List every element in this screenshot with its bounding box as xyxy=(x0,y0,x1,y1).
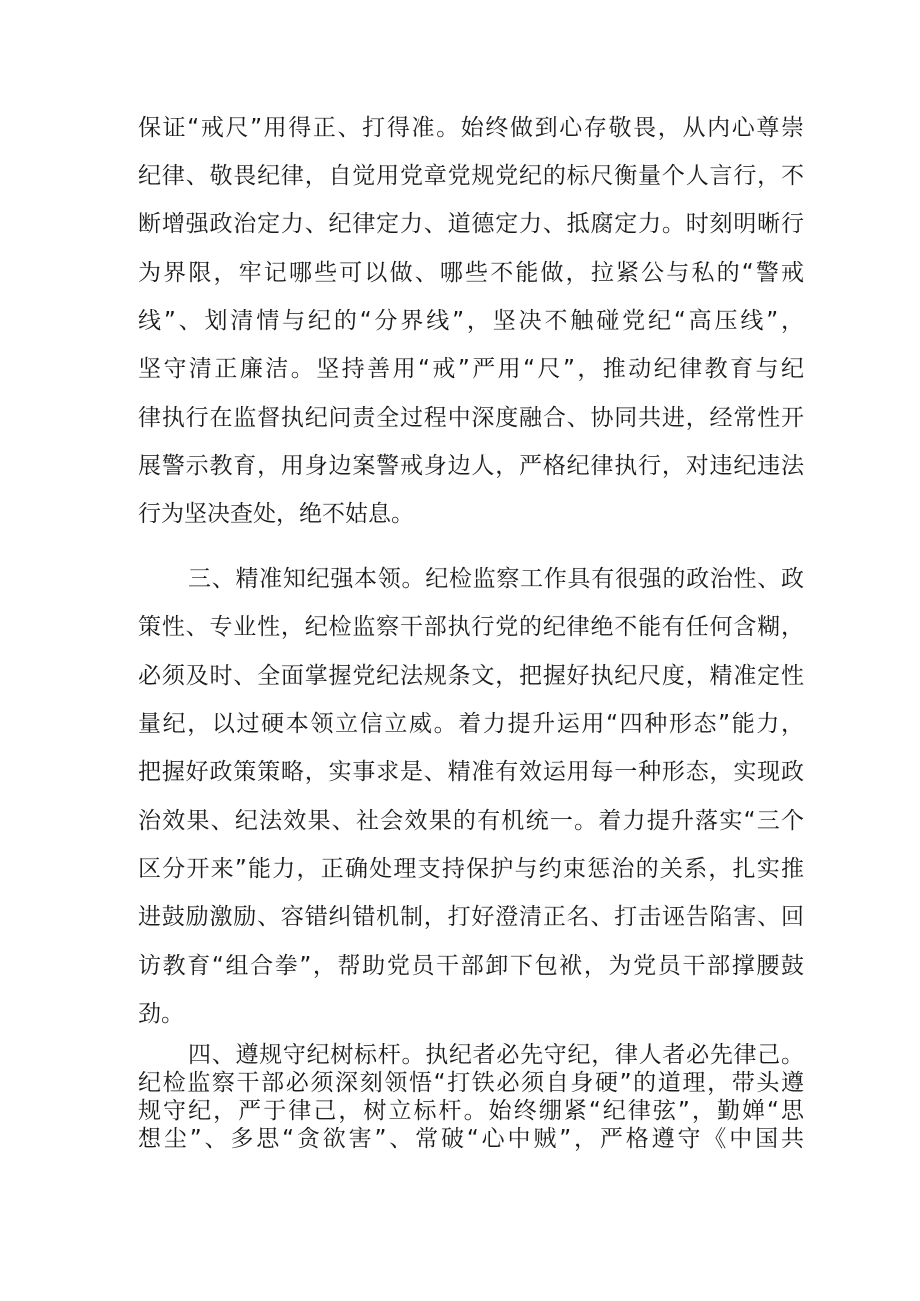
text-line: 进鼓励激励、容错纠错机制，打好澄清正名、打击诬告陷害、回 xyxy=(138,904,804,930)
text-line: 纪律、敬畏纪律，自觉用党章党规党纪的标尺衡量个人言行，不 xyxy=(138,163,804,189)
text-line: 行为坚决查处，绝不姑息。 xyxy=(138,501,414,527)
text-line: 量纪，以过硬本领立信立威。着力提升运用“四种形态”能力， xyxy=(138,711,804,737)
text-line: 保证“戒尺”用得正、打得准。始终做到心存敬畏，从内心尊崇 xyxy=(138,115,804,141)
text-line: 坚守清正廉洁。坚持善用“戒”严用“尺”，推动纪律教育与纪 xyxy=(138,356,804,382)
text-line: 劲。 xyxy=(138,1001,184,1027)
text-line: 把握好政策策略，实事求是、精准有效运用每一种形态，实现政 xyxy=(138,759,804,785)
text-line: 为界限，牢记哪些可以做、哪些不能做，拉紧公与私的“警戒 xyxy=(138,260,804,286)
text-line: 纪检监察干部必须深刻领悟“打铁必须自身硬”的道理，带头遵 xyxy=(138,1070,804,1096)
section-heading-line: 三、精准知纪强本领。纪检监察工作具有很强的政治性、政 xyxy=(188,566,804,592)
text-line: 规守纪，严于律己，树立标杆。始终绷紧“纪律弦”，勤婵“思 xyxy=(138,1098,804,1124)
text-line: 策性、专业性，纪检监察干部执行党的纪律绝不能有任何含糊， xyxy=(138,614,804,640)
text-line: 访教育“组合拳”，帮助党员干部卸下包袱，为党员干部撑腰鼓 xyxy=(138,953,804,979)
text-line: 必须及时、全面掌握党纪法规条文，把握好执纪尺度，精准定性 xyxy=(138,663,804,689)
text-line: 想尘”、多思“贪欲害”、常破“心中贼”，严格遵守《中国共 xyxy=(138,1126,804,1152)
text-line: 律执行在监督执纪问责全过程中深度融合、协同共进，经常性开 xyxy=(138,405,804,431)
text-line: 区分开来”能力，正确处理支持保护与约束惩治的关系，扎实推 xyxy=(138,856,804,882)
text-line: 线”、划清情与纪的“分界线”，坚决不触碰党纪“高压线”， xyxy=(138,308,804,334)
text-line: 展警示教育，用身边案警戒身边人，严格纪律执行，对违纪违法 xyxy=(138,453,804,479)
text-line: 治效果、纪法效果、社会效果的有机统一。着力提升落实“三个 xyxy=(138,808,804,834)
section-heading-line: 四、遵规守纪树标杆。执纪者必先守纪，律人者必先律己。 xyxy=(188,1042,804,1068)
text-line: 断增强政治定力、纪律定力、道德定力、抵腐定力。时刻明晰行 xyxy=(138,211,804,237)
